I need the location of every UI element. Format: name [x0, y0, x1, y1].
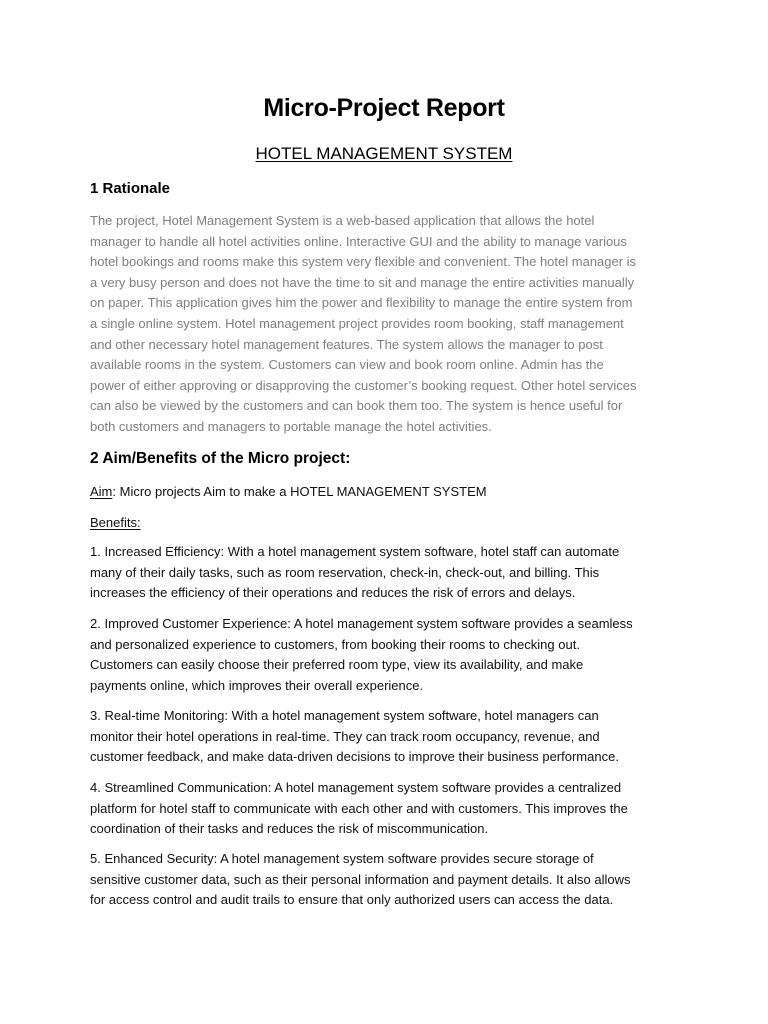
text-line: and other necessary hotel management features. The system allows the manager to post [90, 336, 603, 352]
text-line: a single online system. Hotel management project provides room booking, staff management [90, 315, 624, 331]
text-line: on paper. This application gives him the power and flexibility to manage the entire system from [90, 295, 633, 311]
text-line: many of their daily tasks, such as room reservation, check-in, check-out, and billing. This [90, 564, 600, 580]
section-heading-rationale: 1 Rationale [90, 180, 171, 197]
text-line: Customers can easily choose their preferred room type, view its availability, and make [90, 657, 584, 673]
text-line: and personalized experience to customers, from booking their rooms to checking out. [90, 636, 580, 652]
aim-paragraph [90, 482, 690, 503]
text-line: payments online, which improves their overall experience. [90, 677, 424, 693]
text-line: 5. Enhanced Security: A hotel management system software provides secure storage of [90, 851, 594, 866]
text-line: sensitive customer data, such as their personal information and payment details. It also allows [90, 871, 631, 887]
text-line: a very busy person and does not have the time to sit and manage the entire activities manually [90, 274, 635, 290]
text-line: can also be viewed by the customers and can book them too. The system is hence useful for [90, 398, 623, 414]
benefits-label [90, 513, 690, 534]
text-line: monitor their hotel operations in real-time. They can track room occupancy, revenue, and [90, 728, 600, 744]
aim-text: : Micro projects Aim to make a HOTEL MANAGEMENT SYSTEM [112, 484, 487, 499]
benefit-item [90, 542, 690, 604]
text-line: platform for hotel staff to communicate with each other and with customers. This improves the [90, 800, 628, 816]
page-title: Micro-Project Report [263, 94, 505, 122]
benefit-item [90, 849, 690, 911]
text-line: 4. Streamlined Communication: A hotel management system software provides a centralized [90, 780, 622, 795]
text-line: coordination of their tasks and reduces the risk of miscommunication. [90, 821, 489, 837]
benefit-item [90, 778, 690, 840]
text-line: 2. Improved Customer Experience: A hotel management system software provides a seamless [90, 616, 633, 631]
document-subtitle: HOTEL MANAGEMENT SYSTEM [255, 144, 513, 163]
text-line: increases the efficiency of their operations and reduces the risk of errors and delays. [90, 585, 576, 601]
benefits-label-text: Benefits: [90, 515, 141, 530]
benefit-item [90, 706, 690, 768]
benefit-item [90, 614, 690, 696]
text-line: for access control and audit trails to ensure that only authorized users can access the data. [90, 892, 614, 908]
text-line: hotel bookings and rooms make this system very flexible and convenient. The hotel manager is [90, 254, 637, 270]
text-line: available rooms in the system. Customers can view and book room online. Admin has the [90, 357, 604, 373]
rationale-paragraph [90, 211, 690, 438]
text-line: 1. Increased Efficiency: With a hotel management system software, hotel staff can automate [90, 544, 620, 559]
section-heading-aim-benefits: 2 Aim/Benefits of the Micro project: [90, 450, 351, 467]
text-line: manager to handle all hotel activities online. Interactive GUI and the ability to manage various [90, 233, 627, 249]
text-line: power of either approving or disapproving the customer’s booking request. Other hotel services [90, 377, 637, 393]
text-line: 3. Real-time Monitoring: With a hotel management system software, hotel managers can [90, 708, 599, 723]
aim-label: Aim [90, 484, 113, 499]
text-line: The project, Hotel Management System is a web-based application that allows the hotel [90, 213, 595, 228]
text-line: customer feedback, and make data-driven decisions to improve their business performance. [90, 749, 619, 765]
text-line: both customers and managers to portable manage the hotel activities. [90, 418, 492, 434]
